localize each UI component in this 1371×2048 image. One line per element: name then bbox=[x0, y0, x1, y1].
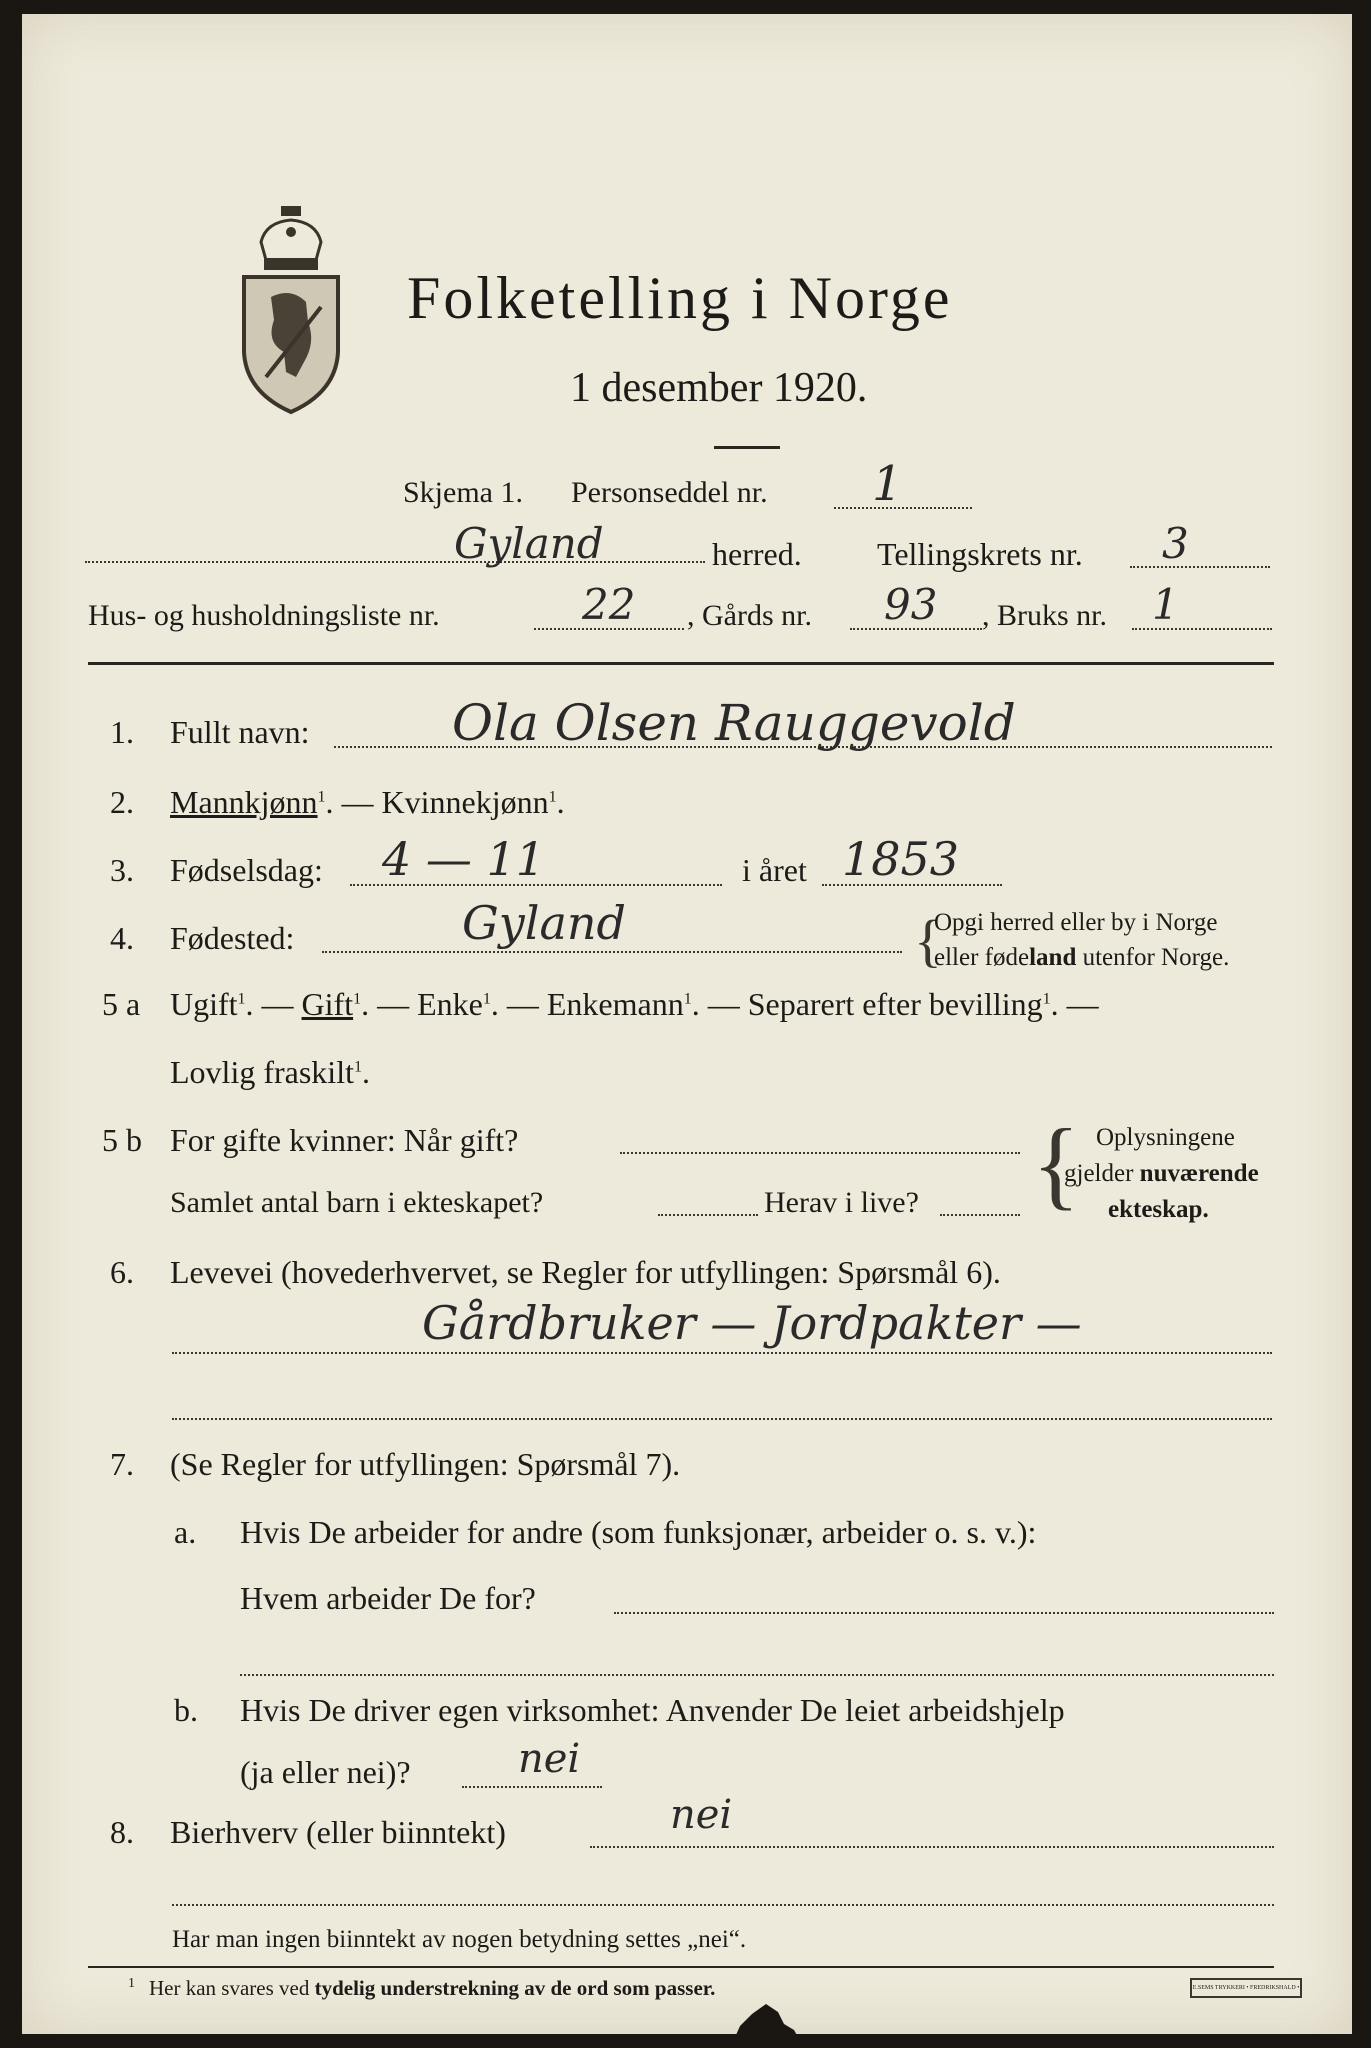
q5b-when-line bbox=[620, 1152, 1020, 1154]
q7a-line bbox=[614, 1612, 1274, 1614]
herred-value: Gyland bbox=[454, 519, 604, 568]
form-title: Folketelling i Norge bbox=[407, 265, 953, 331]
q1-value: Ola Olsen Rauggevold bbox=[452, 694, 1016, 752]
q4-value: Gyland bbox=[462, 896, 626, 950]
q5b-line2a: Samlet antal barn i ekteskapet? bbox=[170, 1186, 544, 1219]
q8-line-extra bbox=[172, 1904, 1274, 1906]
q5b-note2: gjelder nuværende bbox=[1064, 1160, 1259, 1187]
bruks-label: , Bruks nr. bbox=[982, 599, 1108, 632]
hus-value: 22 bbox=[582, 580, 636, 629]
tellingskrets-label: Tellingskrets nr. bbox=[877, 536, 1083, 572]
q5b-note3: ekteskap. bbox=[1108, 1196, 1209, 1223]
torn-edge-mark bbox=[732, 2004, 802, 2044]
q3-number: 3. bbox=[110, 852, 134, 888]
q5b-brace: { bbox=[1032, 1108, 1080, 1219]
q6-value: Gårdbruker — Jordpakter — bbox=[422, 1296, 1082, 1350]
q5a-number: 5 a bbox=[102, 986, 141, 1022]
skjema-label: Skjema 1. bbox=[403, 476, 523, 509]
personseddel-line bbox=[834, 507, 972, 509]
q3-label: Fødselsdag: bbox=[170, 852, 323, 888]
q7b-line1: Hvis De driver egen virksomhet: Anvender De leiet arbeidshjelp bbox=[240, 1692, 1065, 1728]
q6-line1 bbox=[172, 1352, 1272, 1354]
q5b-line2b: Herav i live? bbox=[764, 1186, 919, 1219]
q1-number: 1. bbox=[110, 714, 134, 750]
nei-note: Har man ingen biinntekt av nogen betydning settes „nei“. bbox=[172, 1926, 747, 1953]
q5b-line1: For gifte kvinner: Når gift? bbox=[170, 1122, 519, 1158]
q4-number: 4. bbox=[110, 920, 134, 956]
herred-line bbox=[85, 561, 705, 563]
q3-year-value: 1853 bbox=[842, 832, 960, 886]
personseddel-value: 1 bbox=[872, 456, 903, 512]
q7b-line bbox=[462, 1786, 602, 1788]
printer-stamp: E.SEMS TRYKKERI • FREDRIKSHALD • bbox=[1190, 1978, 1302, 1998]
q5b-number: 5 b bbox=[102, 1122, 142, 1158]
title-divider bbox=[714, 446, 780, 449]
gards-value: 93 bbox=[884, 580, 938, 629]
q7b-value: nei bbox=[518, 1736, 581, 1782]
q1-label: Fullt navn: bbox=[170, 714, 310, 750]
header-divider bbox=[88, 662, 1274, 665]
q6-number: 6. bbox=[110, 1254, 134, 1290]
q3-year-label: i året bbox=[742, 852, 807, 888]
form-date: 1 desember 1920. bbox=[570, 365, 868, 411]
norwegian-coat-of-arms-icon bbox=[236, 202, 346, 422]
gards-label: , Gårds nr. bbox=[687, 599, 812, 632]
q8-number: 8. bbox=[110, 1814, 134, 1850]
q7a-line-extra bbox=[240, 1674, 1274, 1676]
q5a-lovlig: Lovlig fraskilt$^1$. bbox=[170, 1054, 370, 1090]
q5b-note1: Oplysningene bbox=[1096, 1124, 1235, 1151]
q7a-line1: Hvis De arbeider for andre (som funksjonær, arbeider o. s. v.): bbox=[240, 1514, 1037, 1550]
q4-line bbox=[322, 951, 902, 953]
q4-brace: { bbox=[914, 908, 942, 973]
personseddel-label: Personseddel nr. bbox=[571, 476, 768, 509]
q8-label: Bierhverv (eller biinntekt) bbox=[170, 1814, 506, 1850]
q2-options: Mannkjønn$^1$. — Kvinnekjønn$^1$. bbox=[170, 784, 565, 820]
footnote: $^1$ Her kan svares ved tydelig understrekning av de ord som passer. bbox=[128, 1976, 716, 2000]
q4-label: Fødested: bbox=[170, 920, 295, 956]
q7b-letter: b. bbox=[174, 1692, 198, 1728]
q6-label: Levevei (hovederhvervet, se Regler for utfyllingen: Spørsmål 6). bbox=[170, 1254, 1001, 1290]
q2-number: 2. bbox=[110, 784, 134, 820]
q8-value: nei bbox=[670, 1792, 733, 1838]
q7a-line2: Hvem arbeider De for? bbox=[240, 1580, 536, 1616]
q3-value: 4 — 11 bbox=[382, 832, 546, 886]
herred-label: herred. bbox=[712, 536, 802, 572]
q2-male: Mannkjønn bbox=[170, 784, 318, 820]
census-form-page bbox=[22, 14, 1352, 2034]
tellingskrets-value: 3 bbox=[1162, 519, 1189, 568]
q5b-alive-line bbox=[940, 1214, 1020, 1216]
bruks-value: 1 bbox=[1152, 580, 1179, 629]
hus-label: Hus- og husholdningsliste nr. bbox=[88, 599, 440, 632]
q5b-children-line bbox=[658, 1214, 758, 1216]
q8-line bbox=[590, 1846, 1274, 1848]
q2-female: Kvinnekjønn bbox=[381, 784, 549, 820]
q7-label: (Se Regler for utfyllingen: Spørsmål 7). bbox=[170, 1446, 681, 1482]
tellingskrets-line bbox=[1130, 566, 1270, 568]
q7a-letter: a. bbox=[174, 1514, 197, 1550]
q6-line2 bbox=[172, 1418, 1272, 1420]
q4-note-line1: Opgi herred eller by i Norge bbox=[934, 909, 1218, 936]
q5a-options: Ugift$^1$. — Gift$^1$. — Enke$^1$. — Enkemann$^1$. — Separert efter bevilling$^1$. — bbox=[170, 986, 1099, 1022]
q4-note-line2: eller fødeland utenfor Norge. bbox=[934, 944, 1230, 971]
q5a-gift: Gift bbox=[301, 986, 354, 1022]
q7-number: 7. bbox=[110, 1446, 134, 1482]
footnote-divider bbox=[88, 1966, 1274, 1968]
q7b-line2: (ja eller nei)? bbox=[240, 1754, 411, 1790]
